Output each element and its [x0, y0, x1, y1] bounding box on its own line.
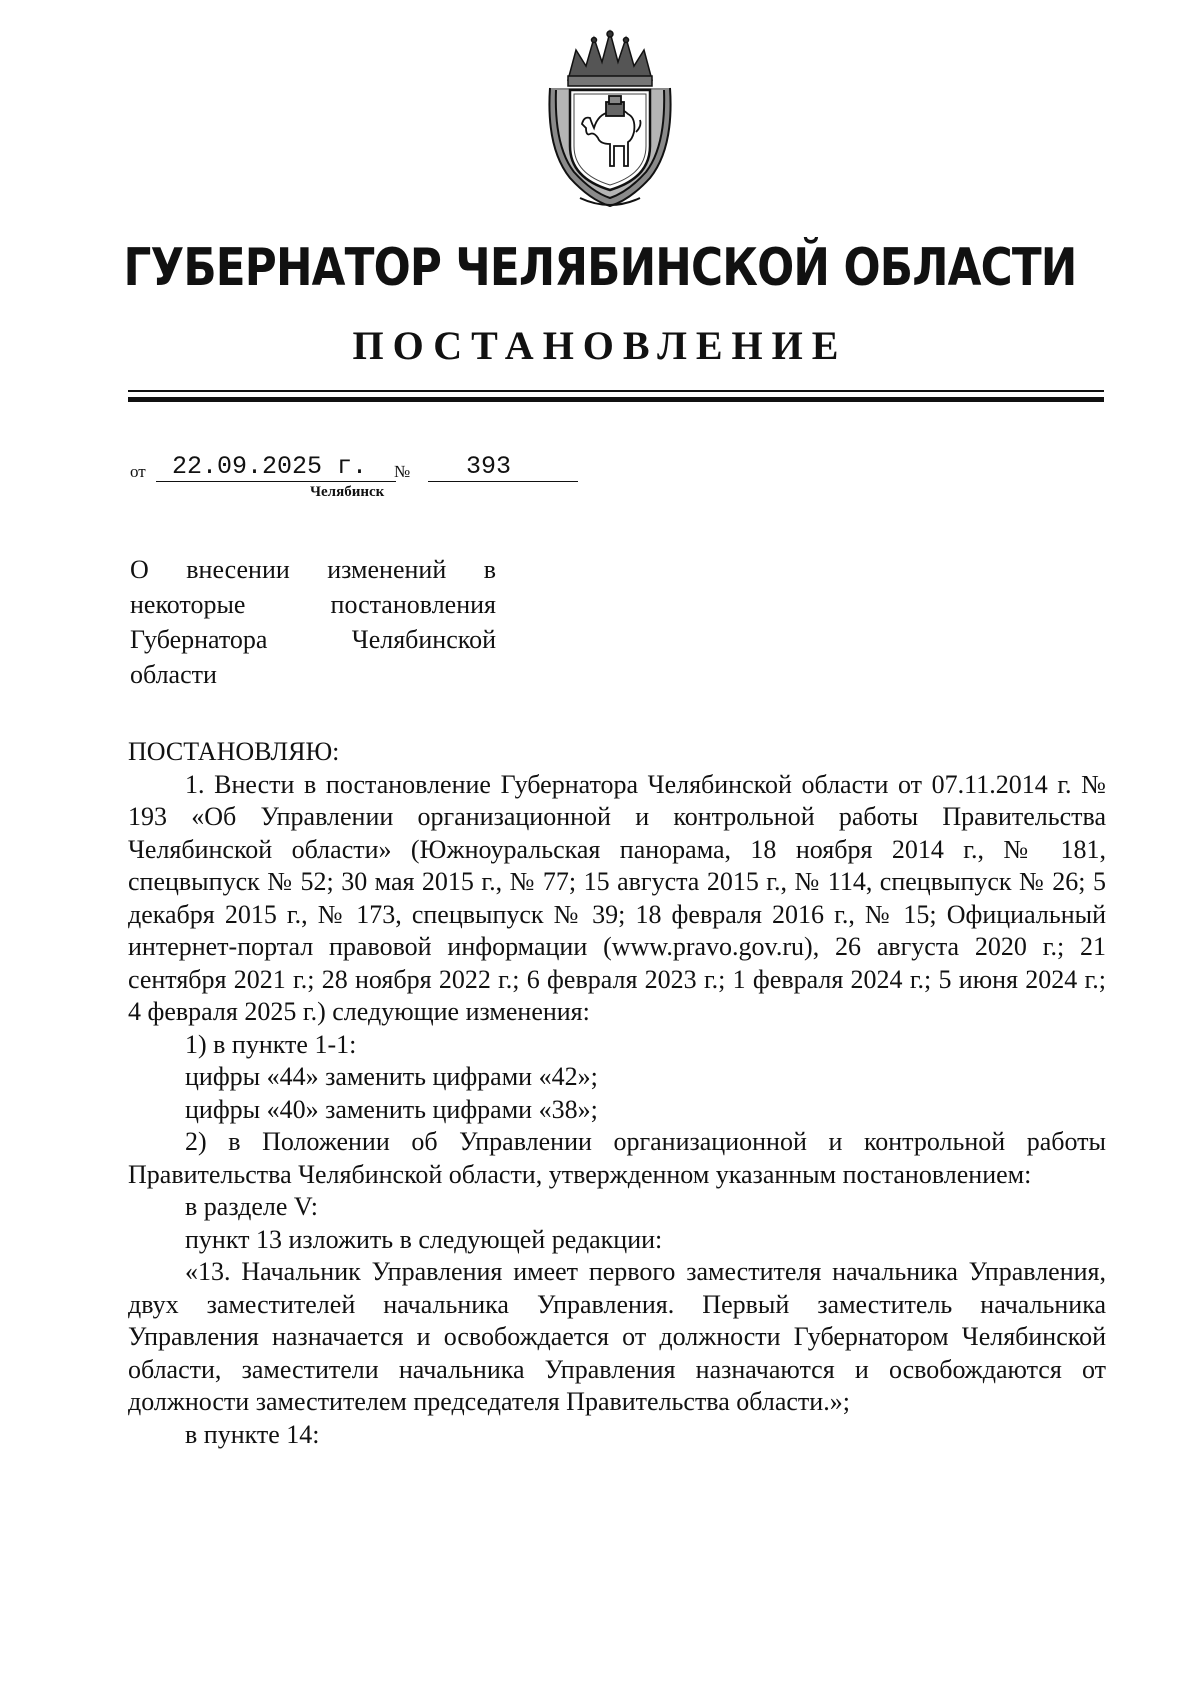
- city-label: Челябинск: [310, 484, 385, 500]
- header-divider-thin: [128, 390, 1104, 392]
- body-paragraph: 1. Внести в постановление Губернатора Челябинской области от 07.11.2014 г. № 193 «Об Управлении организационной и контрольной работы Правительства Челябинской области» (Южноуральская панорама, 18 ноября 2014 г., № 181, спецвыпуск № 52; 30 мая 2015 г., № 77; 15 августа 2015 г., № 114, спецвыпуск № 26; 5 декабря 2015 г., № 173, спецвыпуск № 39; 18 февраля 2016 г., № 15; Официальный интернет-портал правовой информации (www.pravo.gov.ru), 26 августа 2020 г.; 21 сентября 2021 г.; 28 ноября 2022 г.; 6 февраля 2023 г.; 1 февраля 2024 г.; 5 июня 2024 г.; 4 февраля 2025 г.) следующие изменения:: [128, 769, 1106, 1026]
- body-paragraph: цифры «40» заменить цифрами «38»;: [185, 1094, 598, 1124]
- document-date: 22.09.2025 г.: [172, 452, 368, 481]
- coat-of-arms-emblem: [540, 28, 680, 213]
- subject-line: О внесении изменений в: [130, 555, 496, 584]
- document-subject: [130, 552, 496, 692]
- number-underline: [428, 481, 578, 482]
- body-paragraph: 1) в пункте 1-1:: [185, 1029, 357, 1059]
- header-divider-thick: [128, 397, 1104, 402]
- issuer-title: ГУБЕРНАТОР ЧЕЛЯБИНСКОЙ ОБЛАСТИ: [123, 238, 1077, 298]
- body-paragraph: в пункте 14:: [185, 1419, 320, 1449]
- number-label: №: [394, 462, 411, 481]
- body-paragraph: 2) в Положении об Управлении организационной и контрольной работы Правительства Челябинской области, утвержденном указанным постановлением:: [128, 1127, 1106, 1189]
- document-body: [128, 736, 1106, 1451]
- date-prefix-label: от: [130, 462, 146, 481]
- body-paragraph: в разделе V:: [185, 1192, 318, 1221]
- crown-icon: [568, 31, 652, 86]
- date-underline: [156, 481, 396, 482]
- document-number: 393: [466, 452, 512, 481]
- subject-line: области: [130, 660, 217, 689]
- body-paragraph: пункт 13 изложить в следующей редакции:: [185, 1224, 663, 1254]
- body-paragraph: «13. Начальник Управления имеет первого заместителя начальника Управления, двух заместителей начальника Управления. Первый заместитель начальника Управления назначается и освобождается от должности Губернатором Челябинской области, заместители начальника Управления назначаются и освобождаются от должности заместителем председателя Правительства области.»;: [128, 1257, 1106, 1416]
- decree-word: ПОСТАНОВЛЯЮ:: [128, 737, 340, 766]
- subject-line: некоторые постановления: [130, 590, 496, 619]
- body-paragraph: цифры «44» заменить цифрами «42»;: [185, 1062, 598, 1091]
- subject-line: Губернатора Челябинской: [130, 625, 496, 654]
- document-type-title: ПОСТАНОВЛЕНИЕ: [352, 323, 848, 368]
